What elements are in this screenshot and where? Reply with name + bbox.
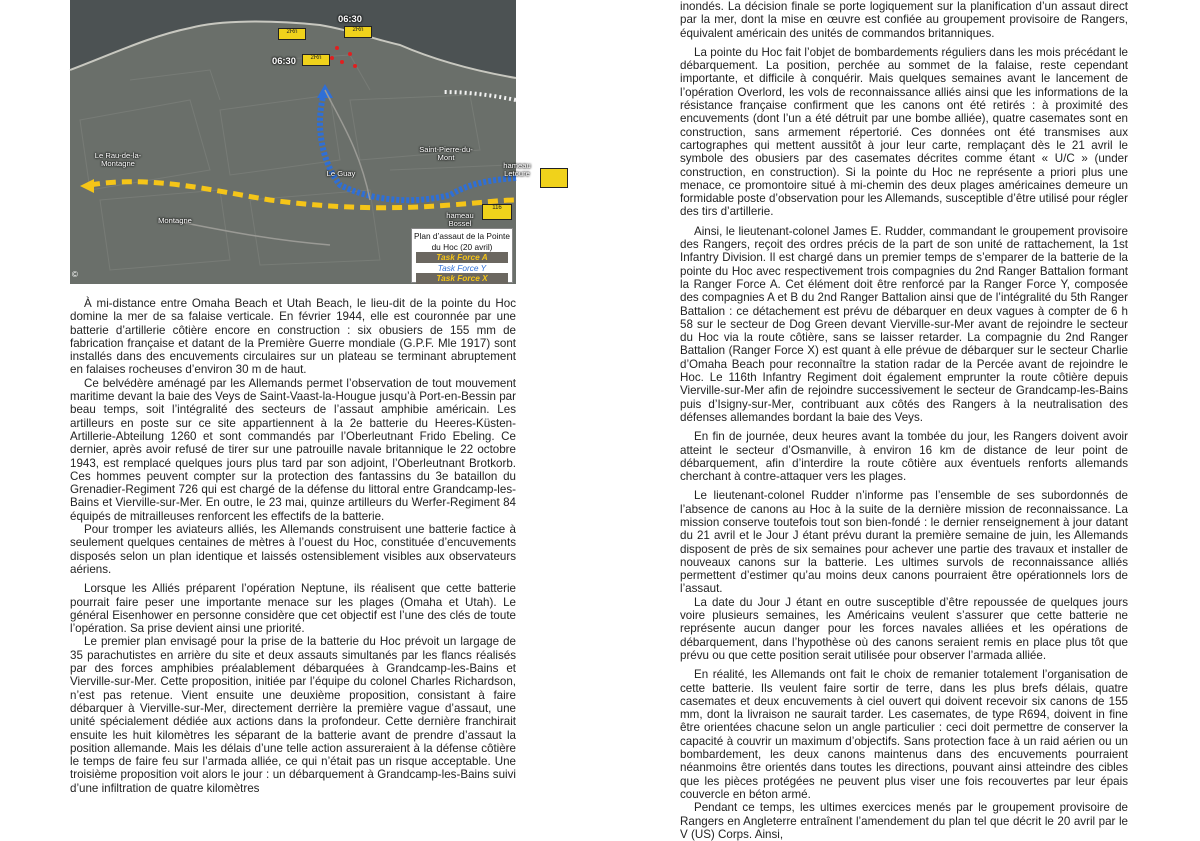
- time-label-2: 06:30: [272, 55, 296, 66]
- paragraph: Ainsi, le lieutenant-colonel James E. Rudder, commandant le groupement provisoire des Rangers, reçoit des ordres précis de la part de son unité de rattachement, la 1st Infantry Division. Il est chargé dans un premier temps de s’emparer de la batterie de la pointe du Hoc avec respectivement trois compagnies du 2nd Ranger Battalion formant la Ranger Force A. Cet élément doit être renforcé par la Ranger Force Y, composée des compagnies A et B du 2nd Ranger Battalion ainsi que de l’intégralité du 5th Ranger Battalion : ce détachement est prévu de débarquer en deux vagues à compter de 6 h 58 sur le secteur de Dog Green devant Vierville-sur-Mer avant de rejoindre le secteur du Hoc via la route côtière, sans se laisser retarder. La compagnie du 2nd Ranger Battalion (Ranger Force X) est quant à elle prévue de débarquer sur le secteur Charlie d’Omaha Beach pour reconnaître la station radar de la Percée avant de rejoindre le Hoc. Le 116th Infantry Regiment doit également emprunter la route côtière depuis Vierville-sur-Mer afin de rejoindre successivement le secteur de Grandcamp-les-Bains puis d’Isigny-sur-Mer, contribuant aux côtés des Rangers à la neutralisation des défenses allemandes bordant la baie des Veys.: [680, 224, 1128, 424]
- place-hameau-letoure: hameau Letoure: [503, 161, 531, 179]
- place-rau-de-la-montagne: Le Rau-de-la-Montagne: [94, 151, 142, 169]
- copyright-mark: ©: [72, 270, 78, 279]
- paragraph: Lorsque les Alliés préparent l’opération Neptune, ils réalisent que cette batterie pourrait faire peser une importante menace sur les plages (Omaha et Utah). Le général Eisenhower en personne considère que cet objectif est l’une des clés de toute l’opération. Sa prise devient ainsi une priorité.: [70, 582, 516, 636]
- paragraph: Ce belvédère aménagé par les Allemands permet l’observation de tout mouvement maritime devant la baie des Veys de Saint-Vaast-la-Hougue jusqu’à Port-en-Bessin par beau temps, soit l’intégralité des secteurs de l’assaut amphibie américain. Les artilleurs en poste sur ce site appartiennent à la 2e batterie du Heeres-Küsten-Artillerie-Abteilung 1260 et sont commandés par l’Oberleutnant Frido Ebeling. Ce dernier, après avoir refusé de tirer sur une patrouille navale britannique le 22 octobre 1943, est remplacé quelques jours plus tard par son adjoint, l’Oberleutnant Brotkorb. Ces hommes peuvent compter sur la protection des fantassins du 3e bataillon du Grenadier-Regiment 726 qui est chargé de la défense du littoral entre Grandcamp-les-Bains et Vierville-sur-Mer. En outre, le 23 mai, quinze artilleurs du Werfer-Regiment 84 équipés de mitrailleuses renforcent les effectifs de la batterie.: [70, 376, 516, 523]
- place-saint-pierre-du-mont: Saint-Pierre-du-Mont: [419, 145, 473, 163]
- paragraph: En fin de journée, deux heures avant la tombée du jour, les Rangers doivent avoir atteint le secteur d’Osmanville, à environ 16 km de distance de leur point de débarquement, afin d’interdire la route côtière aux éventuels renforts allemands cherchant à contre-attaquer vers les plages.: [680, 430, 1128, 484]
- left-column: [70, 0, 531, 795]
- unit-marker-116: 116: [482, 204, 512, 220]
- paragraph: Pour tromper les aviateurs alliés, les Allemands construisent une batterie factice à seulement quelques centaines de mètres à l’ouest du Hoc, constituée d’encuvements disposés selon un plan identique et laissés ostensiblement visibles aux observateurs aériens.: [70, 523, 516, 576]
- paragraph: inondés. La décision finale se porte logiquement sur la planification d’un assaut direct par la mer, dont la mise en œuvre est confiée au groupement provisoire de Rangers, équivalent américain des unités de commandos britanniques.: [680, 0, 1128, 40]
- legend-task-force-x: Task Force X: [416, 273, 508, 284]
- paragraph: Le lieutenant-colonel Rudder n’informe pas l’ensemble de ses subordonnés de l’absence de canons au Hoc à la suite de la dernière mission de reconnaissance. La mission conserve toutefois tout son bien-fondé : le dernier renseignement à jour datant du 21 avril et le Jour J étant prévu durant la première semaine de juin, les Allemands disposent de près de six semaines pour achever une partie des travaux et installer de nouveaux canons sur la batterie. Les ultimes survols de reconnaissance alliés permettent d’estimer qu’au moins deux canons pourraient être opérationnels lors de l’assaut.: [680, 489, 1128, 596]
- left-body-text: [70, 297, 516, 795]
- legend-task-force-y: Task Force Y: [437, 262, 487, 273]
- paragraph: En réalité, les Allemands ont fait le choix de remanier totalement l’organisation de cette batterie. Ils veulent faire sortir de terre, dans les plus brefs délais, quatre casemates et deux encuvements à ciel ouvert qui doivent recevoir six canons de 155 mm, dont la livraison ne saurait tarder. Les casemates, de type R694, doivent in fine être orientées chacune selon un angle particulier : ceci doit permettre de conserver la capacité à couvrir un maximum d’objectifs. Sans protection face à un raid aérien ou un bombardement, les deux canons maintenus dans des encuvements pourraient néanmoins être orientés dans toutes les directions, pouvant ainsi atteindre des cibles que les pièces protégées ne peuvent plus viser une fois recouvertes par leur épais couvercle en béton armé.: [680, 668, 1128, 801]
- place-le-guay: Le Guay: [326, 169, 356, 178]
- paragraph: Le premier plan envisagé pour la prise de la batterie du Hoc prévoit un largage de 35 parachutistes en arrière du site et deux assauts simultanés par les flancs réalisés par des forces amphibies préalablement débarquées à Grandcamp-les-Bains et Vierville-sur-Mer. Cette proposition, initiée par l’équipe du colonel Charles Richardson, n’est pas retenue. Vient ensuite une deuxième proposition, consistant à faire débarquer à Vierville-sur-Mer, directement derrière la première vague d’assaut, une unité spécialement dédiée aux actions dans la profondeur. Cette dernière franchirait ensuite les huit kilomètres les séparant de la batterie avant de prendre d’assaut la position allemande. Mais les délais d’une telle action assureraient à la défense côtière le temps de faire feu sur l’armada alliée, ce qui n’était pas un risque acceptable. Une troisième proposition voit alors le jour : un débarquement à Grandcamp-les-Bains suivi d’une infiltration de quatre kilomètres: [70, 635, 516, 795]
- unit-marker-3: 2Rn: [302, 54, 330, 66]
- paragraph: La pointe du Hoc fait l’objet de bombardements réguliers dans les mois précédant le débarquement. La position, perchée au sommet de la falaise, reste cependant importante, et difficile à conquérir. Mais quelques semaines avant le lancement de l’opération Overlord, les vols de reconnaissance alliés ainsi que les informations de la résistance française confirment que les canons ont été retirés : à proximité des encuvements (dont l’un a été détruit par une bombe alliée), quatre casemates sont en construction, sans armement répertorié. Ces données ont été transmises aux cartographes qui mettent aussitôt à jour leur carte, remplaçant dès le 21 avril le symbole des obusiers par des casemates décrites comme étant « U/C » (under construction, en construction). Si la pointe du Hoc ne représente a priori plus une menace, ce promontoire situé à mi-chemin des deux plages américaines demeure un formidable poste d’observation pour les Allemands, susceptible d’être utilisé pour régler des tirs d’artillerie.: [680, 45, 1128, 219]
- place-hameau-bossel: hameau Bossel: [446, 211, 474, 229]
- unit-marker-1: 2Rn: [278, 28, 306, 40]
- legend-task-force-a: Task Force A: [416, 252, 508, 263]
- place-montagne: Montagne: [158, 216, 192, 225]
- map-legend: [411, 228, 513, 283]
- time-label-1: 06:30: [338, 13, 362, 24]
- paragraph: La date du Jour J étant en outre susceptible d’être repoussée de quelques jours voire plusieurs semaines, les Américains veulent s’assurer que cette batterie ne représente aucun danger pour les forces navales alliées et les opérations de débarquement, dans l’hypothèse où des canons seraient remis en place plus tôt que prévu ou que cette position serait utilisée pour observer l’armada alliée.: [680, 595, 1128, 662]
- unit-marker-2: 2Rn: [344, 26, 372, 38]
- paragraph: Pendant ce temps, les ultimes exercices menés par le groupement provisoire de Rangers en Angleterre entraînent l’amendement du plan tel que décrit le 20 avril par le V (US) Corps. Ainsi,: [680, 801, 1128, 841]
- legend-title: Plan d’assaut de la Pointe du Hoc (20 avril): [414, 231, 510, 252]
- assault-map: [70, 0, 531, 284]
- unit-marker-blue: [540, 168, 568, 188]
- paragraph: À mi-distance entre Omaha Beach et Utah Beach, le lieu-dit de la pointe du Hoc domine la mer de sa falaise verticale. En février 1944, elle est couronnée par une batterie d’artillerie côtière encore en construction : six obusiers de 155 mm de fabrication française et datant de la Première Guerre mondiale (G.P.F. Mle 1917) sont installés dans des encuvements circulaires sur un plateau se terminant abruptement en falaises rocheuses d’environ 30 m de haut.: [70, 297, 516, 377]
- right-column: [680, 0, 1128, 841]
